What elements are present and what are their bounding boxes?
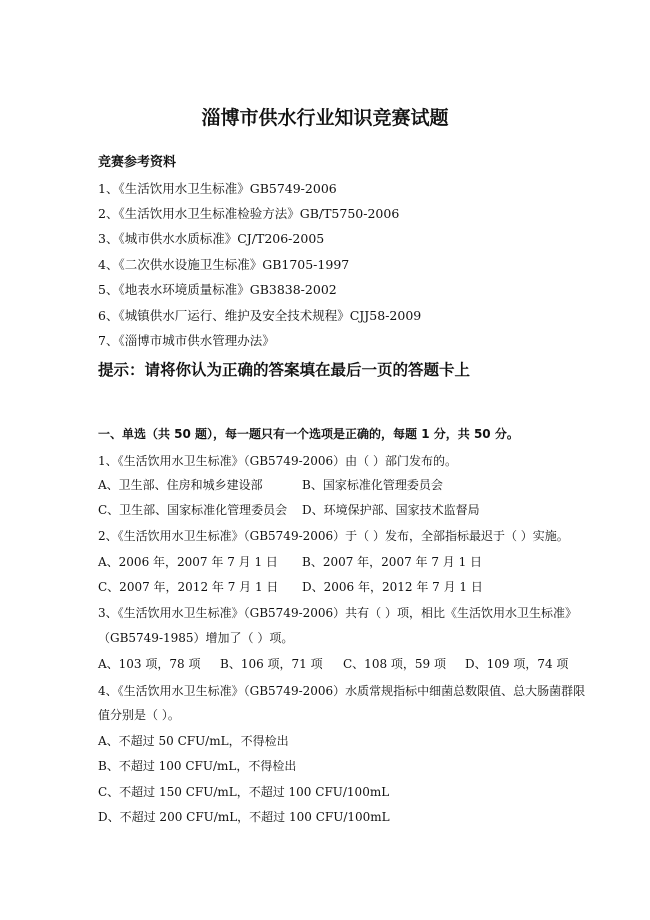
option-d: D、109 项，74 项: [465, 657, 569, 671]
reference-item: 6、《城镇供水厂运行、维护及安全技术规程》CJJ58-2009: [98, 308, 422, 323]
question-stem-continued: 值分别是（ ）。: [98, 708, 180, 722]
question-stem: 1、《生活饮用水卫生标准》（GB5749-2006）由（ ）部门发布的。: [98, 454, 457, 468]
option-b: B、106 项，71 项: [220, 657, 323, 671]
reference-item: 5、《地表水环境质量标准》GB3838-2002: [98, 282, 337, 297]
question-stem-continued: （GB5749-1985）增加了（ ）项。: [98, 631, 294, 645]
option-b: B、不超过 100 CFU/mL，不得检出: [98, 759, 297, 773]
question-stem: 4、《生活饮用水卫生标准》（GB5749-2006）水质常规指标中细菌总数限值、总大肠菌群限: [98, 684, 586, 698]
option-c: C、不超过 150 CFU/mL，不超过 100 CFU/100mL: [98, 785, 390, 799]
option-b: B、国家标准化管理委员会: [302, 478, 443, 492]
option-a: A、103 项，78 项: [98, 657, 201, 671]
option-c: C、卫生部、国家标准化管理委员会: [98, 503, 288, 517]
question-stem: 2、《生活饮用水卫生标准》（GB5749-2006）于（ ）发布，全部指标最迟于（ ）实施。: [98, 529, 569, 543]
answer-hint: 提示：请将你认为正确的答案填在最后一页的答题卡上: [98, 361, 471, 379]
reference-item: 3、《城市供水水质标准》CJ/T206-2005: [98, 231, 325, 246]
option-d: D、不超过 200 CFU/mL，不超过 100 CFU/100mL: [98, 810, 390, 824]
option-a: A、卫生部、住房和城乡建设部: [98, 478, 263, 492]
reference-item: 1、《生活饮用水卫生标准》GB5749-2006: [98, 181, 337, 196]
option-b: B、2007 年，2007 年 7 月 1 日: [302, 555, 483, 569]
option-a: A、2006 年，2007 年 7 月 1 日: [98, 555, 278, 569]
page-title: 淄博市供水行业知识竞赛试题: [201, 107, 449, 129]
section-heading: 一、单选（共 50 题），每一题只有一个选项是正确的，每题 1 分，共 50 分。: [98, 427, 519, 441]
option-d: D、环境保护部、国家技术监督局: [302, 503, 480, 517]
option-a: A、不超过 50 CFU/mL，不得检出: [98, 734, 289, 748]
option-d: D、2006 年，2012 年 7 月 1 日: [302, 580, 483, 594]
question-stem: 3、《生活饮用水卫生标准》（GB5749-2006）共有（ ）项，相比《生活饮用水卫生标准》: [98, 606, 577, 620]
option-c: C、2007 年，2012 年 7 月 1 日: [98, 580, 279, 594]
references-heading: 竞赛参考资料: [98, 155, 177, 170]
reference-item: 7、《淄博市城市供水管理办法》: [98, 333, 275, 348]
reference-item: 2、《生活饮用水卫生标准检验方法》GB/T5750-2006: [98, 206, 400, 221]
reference-item: 4、《二次供水设施卫生标准》GB1705-1997: [98, 257, 350, 272]
option-c: C、108 项，59 项: [343, 657, 446, 671]
